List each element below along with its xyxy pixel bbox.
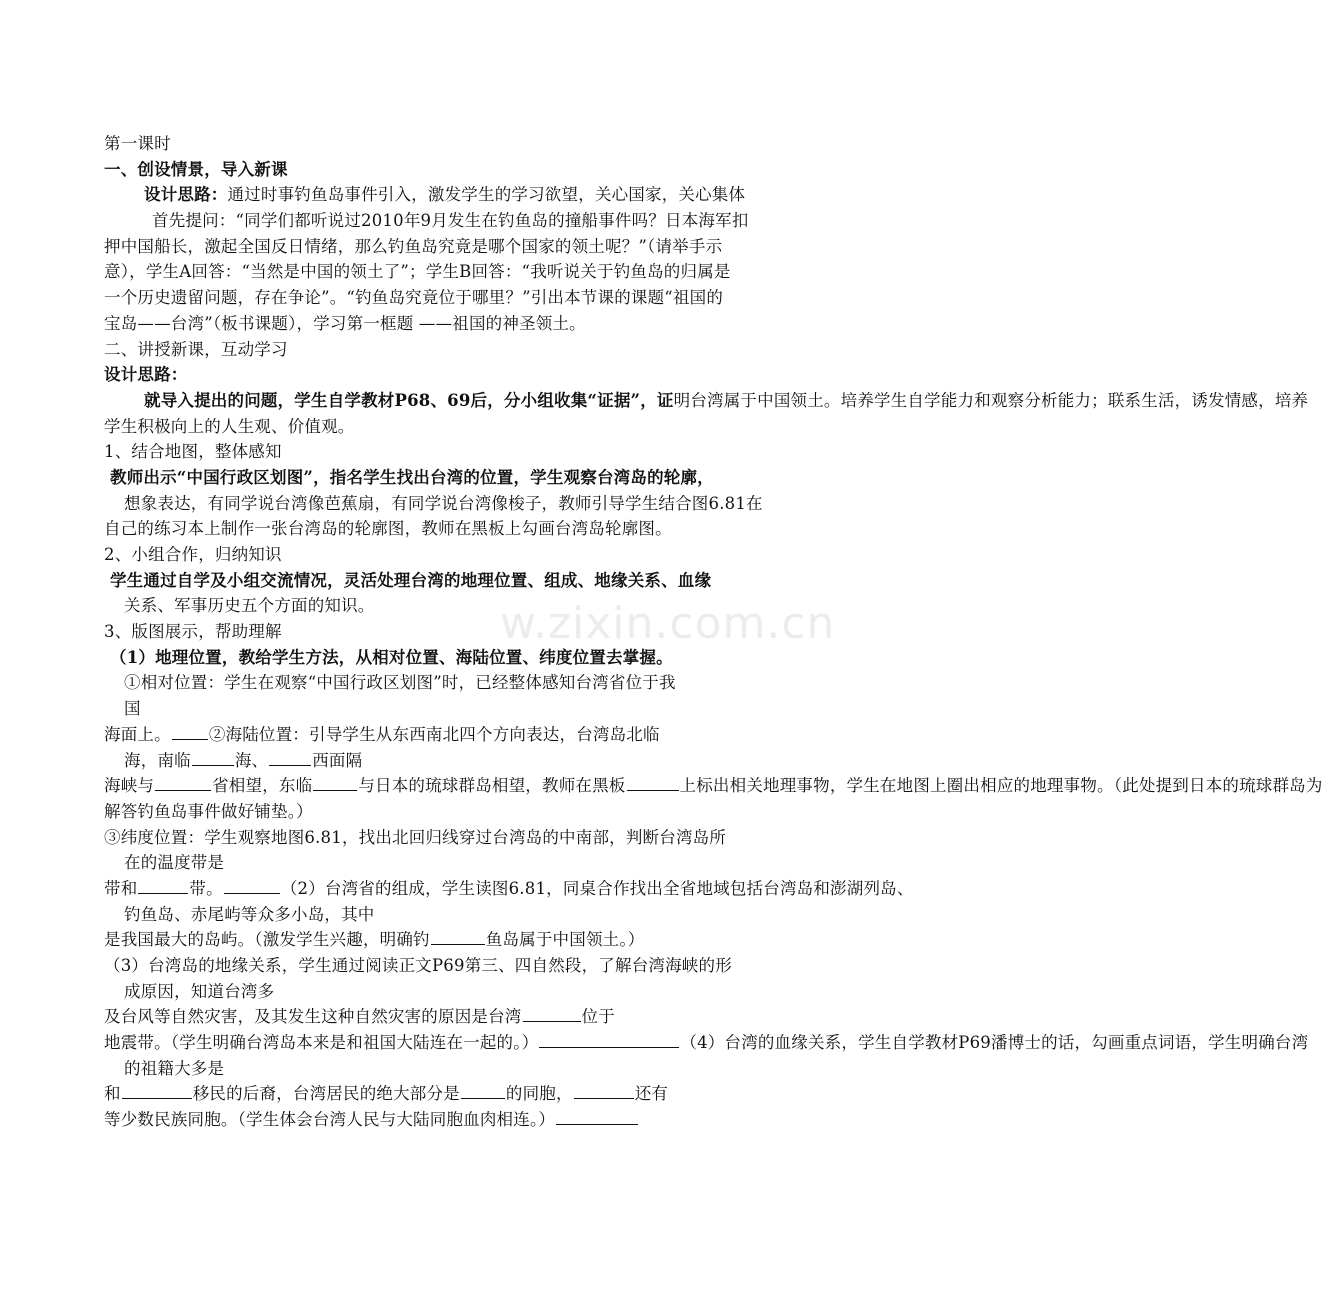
design-idea-label: 设计思路： [144,185,228,205]
text-run: 与日本的琉球群岛相望，教师在黑板 [358,776,626,796]
fill-blank[interactable] [155,775,211,791]
fill-blank[interactable] [313,775,357,791]
paragraph-line: 解答钓鱼岛事件做好铺垫。） [104,801,313,821]
text-run: 鱼岛属于中国领土。） [485,930,645,950]
fill-blank[interactable] [539,1032,679,1048]
design-idea-text: 通过时事钓鱼岛事件引入，激发学生的学习欲望，关心国家，关心集体 [227,185,746,205]
fill-blank[interactable] [172,724,208,740]
text-run: 等少数民族同胞。（学生体会台湾人民与大陆同胞血肉相连。） [104,1110,556,1130]
document-body [104,131,1323,1133]
text-run: 海，南临 [124,750,191,770]
text-run: 海、 [234,750,269,770]
paragraph-line: ①相对位置：学生在观察“中国行政区划图”时，已经整体感知台湾省位于我 [124,673,676,693]
paragraph-line: 意），学生A回答：“当然是中国的领土了”；学生B回答：“我听说关于钓鱼岛的归属是 [104,262,731,282]
paragraph-line: 学生积极向上的人生观、价值观。 [104,416,355,436]
paragraph-line: 1、结合地图，整体感知 [104,442,282,462]
paragraph-line: （3）台湾岛的地缘关系，学生通过阅读正文P69第三、四自然段，了解台湾海峡的形 [104,956,732,975]
text-run: 带。 [189,878,223,898]
watermark: w.zixin.com.cn [500,598,836,649]
text-run: 海面上。 [104,724,171,744]
paragraph-line: 想象表达，有同学说台湾像芭蕉扇，有同学说台湾像梭子，教师引导学生结合图6.81在 [124,493,763,513]
fill-blank[interactable] [523,1006,581,1022]
paragraph-line: 国 [124,699,141,719]
design-idea-label: 就导入提出的问题，学生自学教材P68、69后，分小组收集“证据”，证 [144,390,674,410]
text-run: ②海陆位置：引导学生从东西南北四个方向表达，台湾岛北临 [208,724,660,744]
paragraph-line: 3、版图展示，帮助理解 [104,622,282,642]
paragraph-line: ③纬度位置：学生观察地图6.81，找出北回归线穿过台湾岛的中南部，判断台湾岛所 [104,827,727,847]
text-run: 移民的后裔，台湾居民的绝大部分是 [192,1084,460,1104]
paragraph-line: 自己的练习本上制作一张台湾岛的轮廓图，教师在黑板上勾画台湾岛轮廓图。 [104,519,672,539]
subsection-heading-1: 教师出示“中国行政区划图”，指名学生找出台湾的位置，学生观察台湾岛的轮廓， [110,467,714,487]
fill-blank[interactable] [224,878,280,894]
fill-blank[interactable] [431,929,485,945]
paragraph-line: 的祖籍大多是 [124,1058,225,1078]
paragraph-line [104,1107,820,1133]
paragraph-line [104,1030,1309,1056]
paragraph-line: 押中国船长，激起全国反日情绪，那么钓鱼岛究竟是哪个国家的领土呢？”（请举手示 [104,236,723,256]
text-run: 省相望，东临 [212,776,313,796]
paragraph-line: 在的温度带是 [124,853,225,873]
paragraph-line: 2、小组合作，归纳知识 [104,545,282,564]
text-run: 西面隔 [312,750,363,770]
text-run: 海峡与 [104,776,155,796]
text-run: （4）台湾的血缘关系，学生自学教材P69潘博士的话，勾画重点词语，学生明确台湾 [680,1033,1309,1053]
paragraph-line: 二、讲授新课，互动学习 [104,339,288,359]
paragraph-line: 一个历史遗留问题，存在争论”。“钓鱼岛究竟位于哪里？”引出本节课的课题“祖国的 [104,288,724,308]
subsection-heading-3: （1）地理位置，教给学生方法，从相对位置、海陆位置、纬度位置去掌握。 [110,647,673,667]
paragraph-line [104,773,1323,799]
paragraph-line [104,748,820,774]
paragraph-line [104,1081,820,1107]
fill-blank[interactable] [122,1083,192,1099]
paragraph-line [104,876,914,902]
design-idea-text: 明台湾属于中国领土。培养学生自学能力和观察分析能力；联系生活，诱发情感，培养 [673,390,1309,410]
section-heading-1: 一、创设情景，导入新课 [104,159,288,179]
paragraph-line [104,388,1309,414]
text-run: 带和 [104,878,138,898]
text-run: 及台风等自然灾害，及其发生这种自然灾害的原因是台湾 [104,1007,522,1027]
fill-blank[interactable] [556,1109,638,1125]
lesson-heading: 第一课时 [104,134,171,153]
paragraph-line: 关系、军事历史五个方面的知识。 [124,596,375,616]
text-run: 地震带。（学生明确台湾岛本来是和祖国大陆连在一起的。） [104,1033,539,1053]
fill-blank[interactable] [138,878,188,894]
paragraph-line: 首先提问：“同学们都听说过2010年9月发生在钓鱼岛的撞船事件吗？日本海军扣 [152,211,749,231]
text-run: 还有 [634,1084,669,1104]
paragraph-line: 成原因，知道台湾多 [124,981,275,1001]
section-heading-2: 设计思路： [104,365,188,385]
text-run: 是我国最大的岛屿。（激发学生兴趣，明确钓 [104,930,430,950]
text-run: （2）台湾省的组成，学生读图6.81，同桌合作找出全省地域包括台湾岛和澎湖列岛、 [280,878,914,898]
text-run: 和 [104,1084,121,1104]
fill-blank[interactable] [461,1083,505,1099]
text-run: 的同胞， [505,1084,573,1104]
paragraph-line [104,722,820,748]
paragraph-line: 宝岛——台湾”（板书课题），学习第一框题 ——祖国的神圣领土。 [104,313,586,333]
subsection-heading-2: 学生通过自学及小组交流情况，灵活处理台湾的地理位置、组成、地缘关系、血缘 [110,570,712,590]
fill-blank[interactable] [574,1083,634,1099]
paragraph-line [104,182,820,208]
fill-blank[interactable] [269,750,311,766]
paragraph-line: 钓鱼岛、赤尾屿等众多小岛，其中 [124,904,375,924]
fill-blank[interactable] [192,750,234,766]
paragraph-line [104,927,820,953]
text-run: 上标出相关地理事物，学生在地图上圈出相应的地理事物。（此处提到日本的琉球群岛为 [679,776,1323,796]
text-run: 位于 [581,1007,615,1027]
paragraph-line [104,1004,820,1030]
fill-blank[interactable] [627,775,679,791]
